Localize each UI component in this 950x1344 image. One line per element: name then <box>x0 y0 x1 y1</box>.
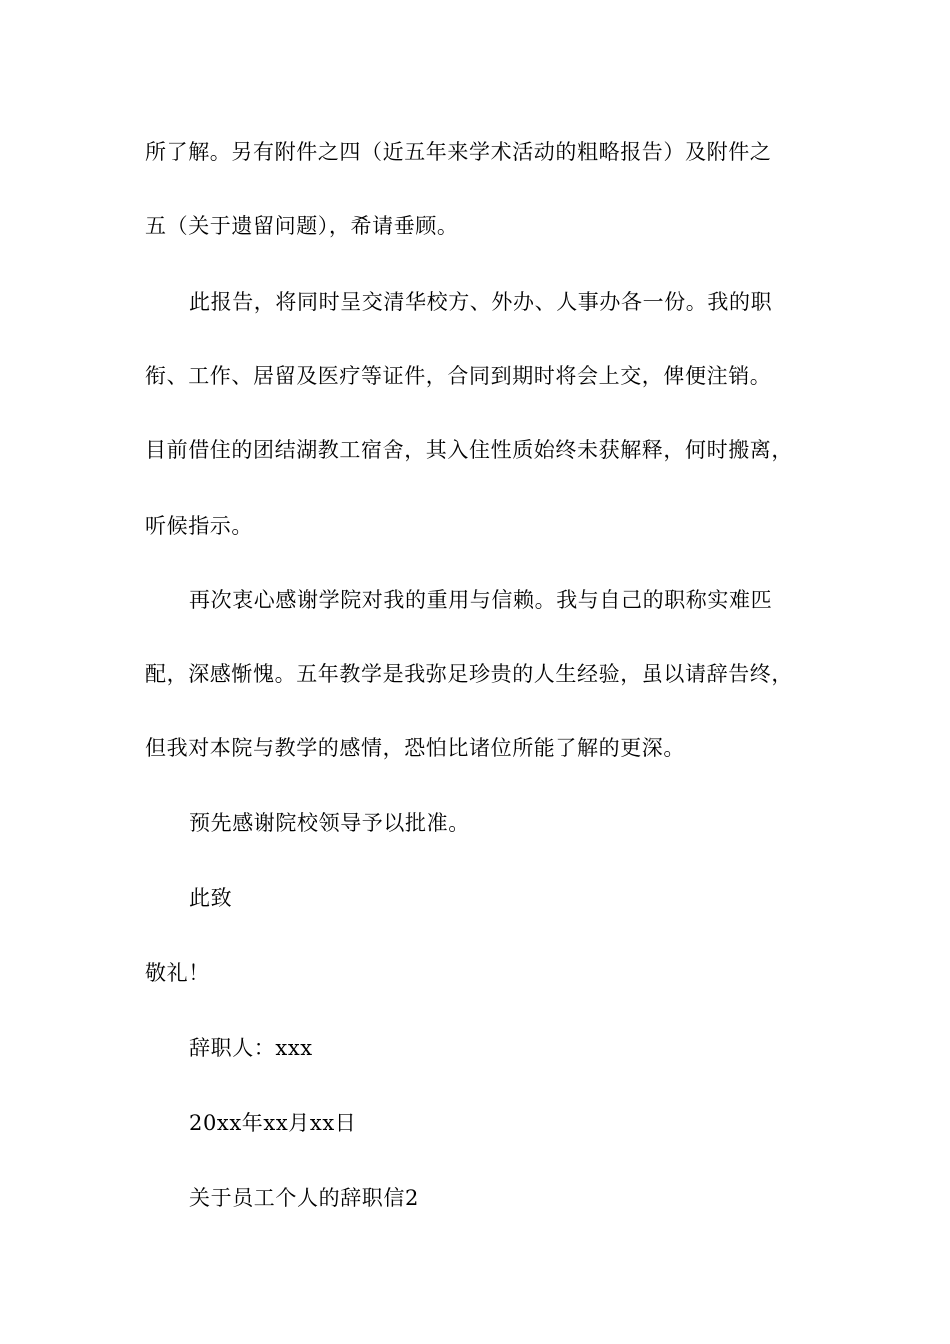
paragraph-line-1: 所了解。另有附件之四（近五年来学术活动的粗略报告）及附件之 <box>145 140 772 164</box>
signature-date: 20xx年xx月xx日 <box>189 1111 357 1135</box>
paragraph-line-8: 配，深感惭愧。五年教学是我弥足珍贵的人生经验，虽以请辞告终， <box>145 662 793 686</box>
closing-regards: 敬礼！ <box>145 961 210 985</box>
signature-name: 辞职人：xxx <box>189 1036 313 1060</box>
paragraph-line-4: 衔、工作、居留及医疗等证件，合同到期时将会上交，俾便注销。 <box>145 364 772 388</box>
paragraph-line-6: 听候指示。 <box>145 514 253 538</box>
next-section-title: 关于员工个人的辞职信2 <box>189 1186 419 1210</box>
paragraph-line-2: 五（关于遗留问题），希请垂顾。 <box>145 214 459 238</box>
paragraph-line-9: 但我对本院与教学的感情，恐怕比诸位所能了解的更深。 <box>145 736 685 760</box>
paragraph-line-3: 此报告，将同时呈交清华校方、外办、人事办各一份。我的职 <box>189 290 773 314</box>
paragraph-line-10: 预先感谢院校领导予以批准。 <box>189 811 470 835</box>
paragraph-line-5: 目前借住的团结湖教工宿舍，其入住性质始终未获解释，何时搬离， <box>145 438 793 462</box>
closing-salutation: 此致 <box>189 886 233 910</box>
paragraph-line-7: 再次衷心感谢学院对我的重用与信赖。我与自己的职称实难匹 <box>189 588 773 612</box>
